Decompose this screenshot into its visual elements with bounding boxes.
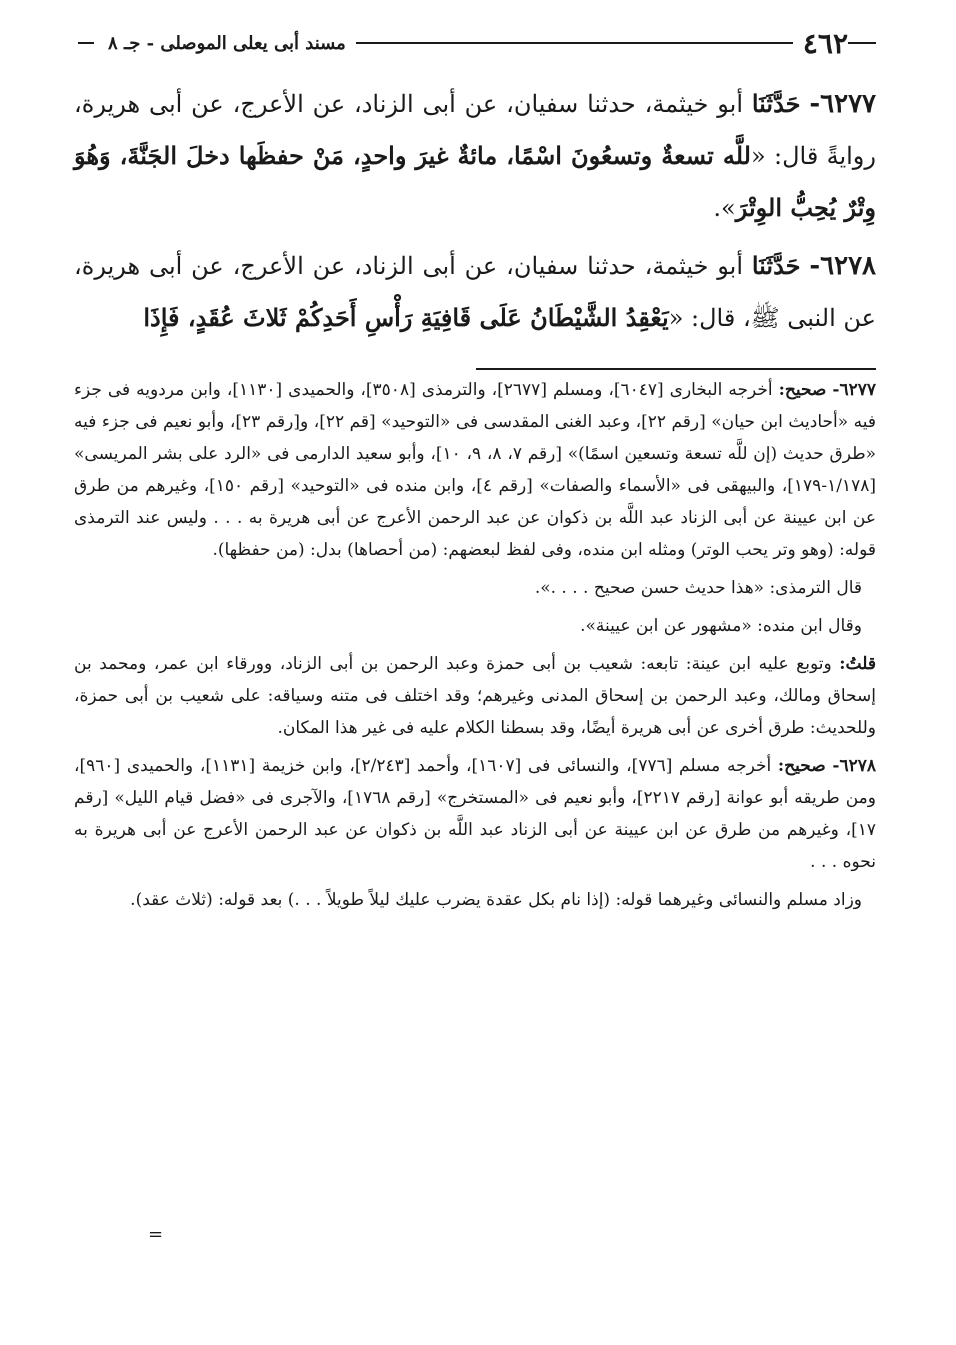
comment-label: قلتُ: [839, 654, 876, 674]
hadith-opening: حَدَّثَنَا [751, 251, 801, 280]
footnote-text: وتوبع عليه ابن عينة: تابعه: شعيب بن أبى حمزة وعبد الرحمن بن أبى الزناد، وورقاء ابن عمر، ومحمد بن إسحاق ومالك، وعبد الرحمن بن إسحاق المدنى وغيرهم؛ وقد اختلف فى متنه وسياقه: على شعيب بن أبى حمزة، وللحديث: طرق أخرى عن أبى هريرة أيضًا، وقد بسطنا الكلام عليه فى غير هذا المكان. [74, 654, 876, 738]
footnote-text: أخرجه البخارى [٦٠٤٧]، ومسلم [٢٦٧٧]، والترمذى [٣٥٠٨]، والحميدى [١١٣٠]، وابن مردويه فى جزء فيه «أحاديث ابن حيان» [رقم ٢٢]، وعبد الغنى المقدسى فى «التوحيد» [قم ٢٢]، و[رقم ٢٣]، وأبو نعيم فى جزء فيه «طرق حديث (إن للَّه تسعة وتسعين اسمًا)» [رقم ٧، ٨، ٩، ١٠]، وأبو سعيد الدارمى فى «الرد على بشر المريسى» [١/١٧٨-١٧٩]، والبيهقى فى «الأسماء والصفات» [رقم ٤]، وابن منده فى «التوحيد» [رقم ١٥٠]، وغيرهم من طرق عن ابن عيينة عن أبى الزناد عبد اللَّه بن ذكوان عن عبد الرحمن الأعرج عن أبى هريرة به . . . وليس عند الترمذى قوله: (وهو وتر يحب الوتر) ومثله ابن منده، وفى لفظ لبعضهم: (من أحصاها) بدل: (من حفظها). [74, 380, 877, 560]
hadith-opening: حَدَّثَنَا [751, 89, 801, 118]
header-rule [78, 42, 94, 44]
running-title: مسند أبى يعلى الموصلى - جـ ٨ [108, 32, 346, 54]
hadith-end: ». [713, 194, 736, 222]
footnote-grade: صحيح: [777, 756, 826, 776]
footnote-divider [476, 368, 876, 370]
hadith-isnad: أبو خيثمة، حدثنا سفيان، عن أبى الزناد، عن الأعرج، عن أبى هريرة، عن النبى ﷺ، قال: « [74, 252, 876, 332]
main-text [74, 78, 876, 350]
hadith-number: ٦٢٧٨- [809, 251, 876, 281]
footnote-text: قال الترمذى: «هذا حديث حسن صحيح . . . .». [534, 578, 862, 598]
footnote-number: ٦٢٧٨- [832, 756, 876, 776]
hadith-isnad: أبو خيثمة، حدثنا سفيان، عن أبى الزناد، عن الأعرج، عن أبى هريرة، روايةً قال: « [74, 90, 876, 170]
footnote-text: وقال ابن منده: «مشهور عن ابن عيينة». [580, 616, 862, 636]
hadith-6277 [74, 78, 876, 234]
footnote-line [74, 572, 876, 604]
footnote-text: أخرجه مسلم [٧٧٦]، والنسائى فى [١٦٠٧]، وأحمد [٢/٢٤٣]، وابن خزيمة [١١٣١]، والحميدى [٩٦٠]، ومن طريقه أبو عوانة [رقم ٢٢١٧]، وأبو نعيم فى «المستخرج» [رقم ١٧٦٨]، والآجرى فى «فضل قيام الليل» [رقم ١٧]، وغيرهم من طرق عن ابن عيينة عن أبى الزناد عبد اللَّه بن ذكوان عن عبد الرحمن الأعرج عن أبى هريرة به نحوه . . . [74, 756, 876, 872]
footnotes [74, 374, 876, 922]
page-header [74, 28, 876, 58]
header-rule [356, 42, 793, 44]
footnote-comment [74, 648, 876, 744]
footnote-line [74, 884, 876, 916]
footnote-6277 [74, 374, 876, 566]
footnote-number: ٦٢٧٧- [832, 380, 876, 400]
hadith-6278 [74, 240, 876, 344]
footnote-6278 [74, 750, 876, 878]
header-rule [848, 42, 876, 44]
continuation-mark: = [148, 1224, 164, 1245]
hadith-matn: للَّه تسعةٌ وتسعُونَ اسْمًا، مائةٌ غيرَ واحدٍ، مَنْ حفظَها دخلَ الجَنَّةَ، وَهُوَ وِتْرٌ يُحِبُّ الوِتْرَ [74, 141, 876, 222]
footnote-grade: صحيح: [778, 380, 827, 400]
hadith-number: ٦٢٧٧- [809, 89, 876, 119]
footnote-text: وزاد مسلم والنسائى وغيرهما قوله: (إذا نام بكل عقدة يضرب عليك ليلاً طويلاً . . .) بعد قوله: (ثلاث عقد). [130, 890, 862, 910]
footnote-line [74, 610, 876, 642]
hadith-matn: يَعْقِدُ الشَّيْطَانُ عَلَى قَافِيَةِ رَأْسِ أَحَدِكُمْ ثَلاثَ عُقَدٍ، فَإِذَا [143, 303, 669, 332]
page-number: ٤٦٢ [802, 26, 848, 60]
